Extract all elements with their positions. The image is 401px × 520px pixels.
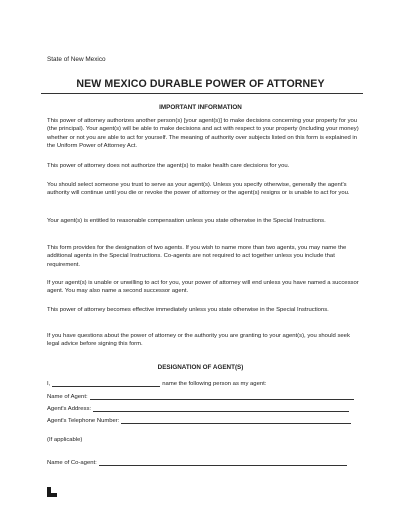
document-title: NEW MEXICO DURABLE POWER OF ATTORNEY [76, 78, 325, 90]
title-divider [41, 93, 363, 94]
paragraph-compensation: Your agent(s) is entitled to reasonable compensation unless you state otherwise in the Special Instructions. [47, 218, 326, 224]
agent-address-row [47, 405, 351, 412]
if-applicable-label: (If applicable) [47, 437, 83, 443]
principal-prefix: I, [47, 381, 51, 387]
if-applicable-row [47, 437, 82, 443]
designation-heading: DESIGNATION OF AGENT(S) [157, 364, 244, 371]
paragraph-health-care: This power of attorney does not authorize the agent(s) to make health care decisions for you. [47, 163, 290, 169]
agent-phone-row [47, 417, 353, 424]
agent-phone-label: Agent's Telephone Number: [47, 418, 120, 424]
paragraph-effective: This power of attorney becomes effective immediately unless you state otherwise in the Special Instructions. [47, 307, 329, 313]
paragraph-two-agents: This form provides for the designation of two agents. If you wish to name more than two agents, you may name the additional agents in the Special Instructions. Co-agents are not required to act together unless you include that requirement. [47, 245, 347, 268]
coagent-name-label: Name of Co-agent: [47, 460, 97, 466]
agent-name-label: Name of Agent: [47, 394, 88, 400]
publisher-logo-icon [47, 487, 57, 497]
principal-name-field[interactable] [52, 380, 160, 387]
important-information-heading: IMPORTANT INFORMATION [159, 104, 242, 111]
paragraph-successor-agent: If your agent(s) is unable or unwilling to act for you, your power of attorney will end unless you have named a successor agent. You may also name a second successor agent. [47, 280, 359, 295]
principal-suffix: name the following person as my agent: [162, 381, 267, 387]
coagent-name-row [47, 459, 349, 466]
state-label: State of New Mexico [47, 56, 106, 63]
principal-name-row [47, 380, 266, 387]
paragraph-legal-advice: If you have questions about the power of attorney or the authority you are granting to your agent(s), you should seek legal advice before signing this form. [47, 333, 350, 348]
agent-phone-field[interactable] [121, 417, 351, 424]
agent-address-field[interactable] [93, 405, 349, 412]
paragraph-authorization: This power of attorney authorizes another person(s) [your agent(s)] to make decisions concerning your property for you (the principal). Your agent(s) will be able to make decisions and act with respect to your property (including your money) whether or not you are able to act for yourself. The meaning of authority over subjects listed on this form is explained in the Uniform Power of Attorney Act. [47, 118, 359, 149]
agent-name-field[interactable] [90, 393, 354, 400]
agent-name-row [47, 393, 356, 400]
coagent-name-field[interactable] [99, 459, 347, 466]
agent-address-label: Agent's Address: [47, 406, 92, 412]
paragraph-select-agent: You should select someone you trust to serve as your agent(s). Unless you specify otherwise, generally the agent's authority will continue until you die or revoke the power of attorney or the agent(s) resigns or is unable to act for you. [47, 182, 350, 197]
